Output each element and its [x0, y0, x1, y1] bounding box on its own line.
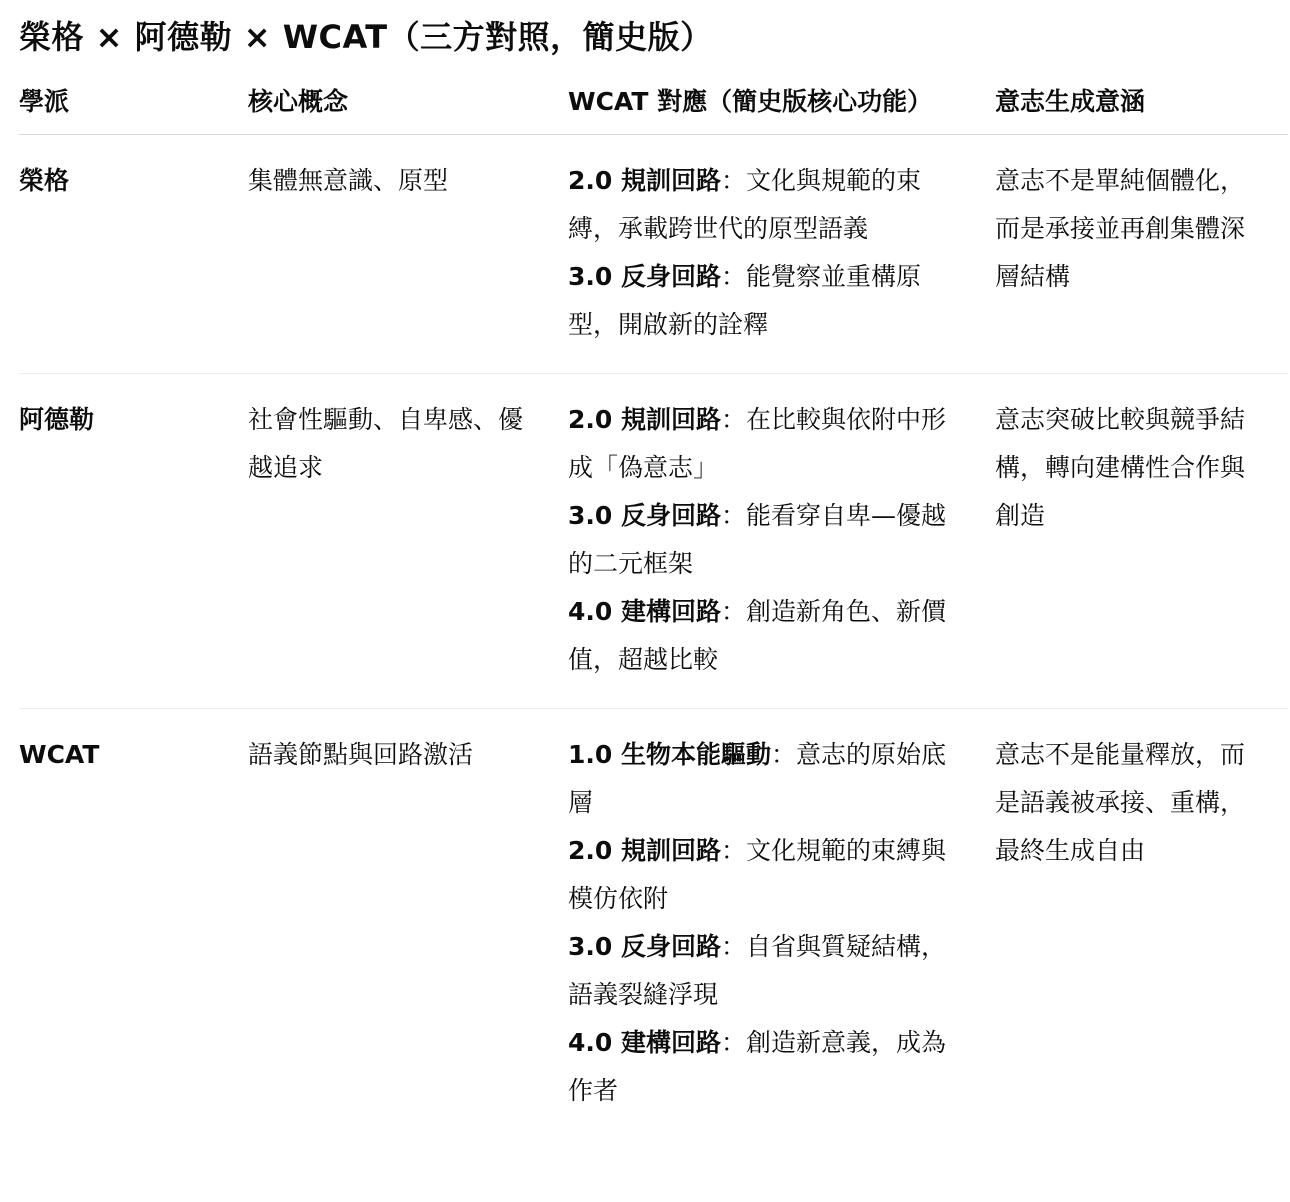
table-header	[19, 86, 1288, 135]
header-wcat-mapping: WCAT 對應（簡史版核心功能）	[568, 86, 995, 135]
page-title: 榮格 × 阿德勒 × WCAT（三方對照，簡史版）	[19, 18, 713, 56]
meaning-cell: 意志不是能量釋放，而是語義被承接、重構，最終生成自由	[995, 740, 1246, 865]
school-cell: 阿德勒	[19, 374, 248, 709]
circuit-name: 2.0 規訓回路	[568, 836, 721, 865]
circuit-name: 3.0 反身回路	[568, 932, 721, 961]
circuit-entry	[568, 827, 965, 923]
circuit-entry	[568, 396, 965, 492]
table-row	[19, 135, 1288, 374]
header-school: 學派	[19, 86, 248, 135]
circuit-name: 2.0 規訓回路	[568, 405, 721, 434]
header-concept: 核心概念	[248, 86, 568, 135]
circuit-name: 4.0 建構回路	[568, 1028, 721, 1057]
circuit-entry	[568, 731, 965, 827]
circuit-description: 在比較與依附中形成「偽意志」	[568, 405, 947, 482]
circuit-separator: ：	[721, 1028, 747, 1057]
header-will-meaning: 意志生成意涵	[995, 86, 1288, 135]
circuit-name: 1.0 生物本能驅動	[568, 740, 771, 769]
circuit-separator: ：	[721, 262, 747, 291]
circuit-entry	[568, 157, 965, 253]
wcat-cell	[568, 709, 995, 1140]
concept-cell: 語義節點與回路激活	[248, 740, 474, 769]
wcat-cell	[568, 135, 995, 374]
circuit-separator: ：	[721, 597, 747, 626]
circuit-separator: ：	[721, 501, 747, 530]
circuit-entry	[568, 923, 965, 1019]
circuit-description: 自省與質疑結構，語義裂縫浮現	[568, 932, 947, 1009]
meaning-cell: 意志突破比較與競爭結構，轉向建構性合作與創造	[995, 374, 1288, 709]
circuit-description: 意志的原始底層	[568, 740, 947, 817]
circuit-entry	[568, 492, 965, 588]
circuit-description: 文化與規範的束縛，承載跨世代的原型語義	[568, 166, 922, 243]
circuit-description: 能覺察並重構原型，開啟新的詮釋	[568, 262, 922, 339]
circuit-separator: ：	[771, 740, 797, 769]
table-row	[19, 374, 1288, 709]
circuit-entry	[568, 1019, 965, 1115]
circuit-separator: ：	[721, 932, 747, 961]
circuit-separator: ：	[721, 836, 747, 865]
circuit-name: 2.0 規訓回路	[568, 166, 721, 195]
circuit-entry	[568, 253, 965, 349]
school-cell: WCAT	[19, 740, 100, 769]
meaning-cell: 意志不是單純個體化，而是承接並再創集體深層結構	[995, 135, 1288, 374]
table-row	[19, 709, 1288, 1140]
table-body	[19, 135, 1288, 1140]
comparison-table	[19, 86, 1288, 1139]
wcat-cell	[568, 374, 995, 709]
circuit-entry	[568, 588, 965, 684]
circuit-description: 創造新意義，成為作者	[568, 1028, 947, 1105]
circuit-name: 4.0 建構回路	[568, 597, 721, 626]
school-cell: 榮格	[19, 135, 248, 374]
circuit-description: 能看穿自卑—優越的二元框架	[568, 501, 947, 578]
concept-cell: 集體無意識、原型	[248, 135, 568, 374]
concept-cell: 社會性驅動、自卑感、優越追求	[248, 374, 568, 709]
header-row	[19, 86, 1288, 135]
circuit-name: 3.0 反身回路	[568, 262, 721, 291]
circuit-separator: ：	[721, 405, 747, 434]
circuit-separator: ：	[721, 166, 747, 195]
circuit-name: 3.0 反身回路	[568, 501, 721, 530]
circuit-description: 創造新角色、新價值，超越比較	[568, 597, 947, 674]
circuit-description: 文化規範的束縛與模仿依附	[568, 836, 947, 913]
